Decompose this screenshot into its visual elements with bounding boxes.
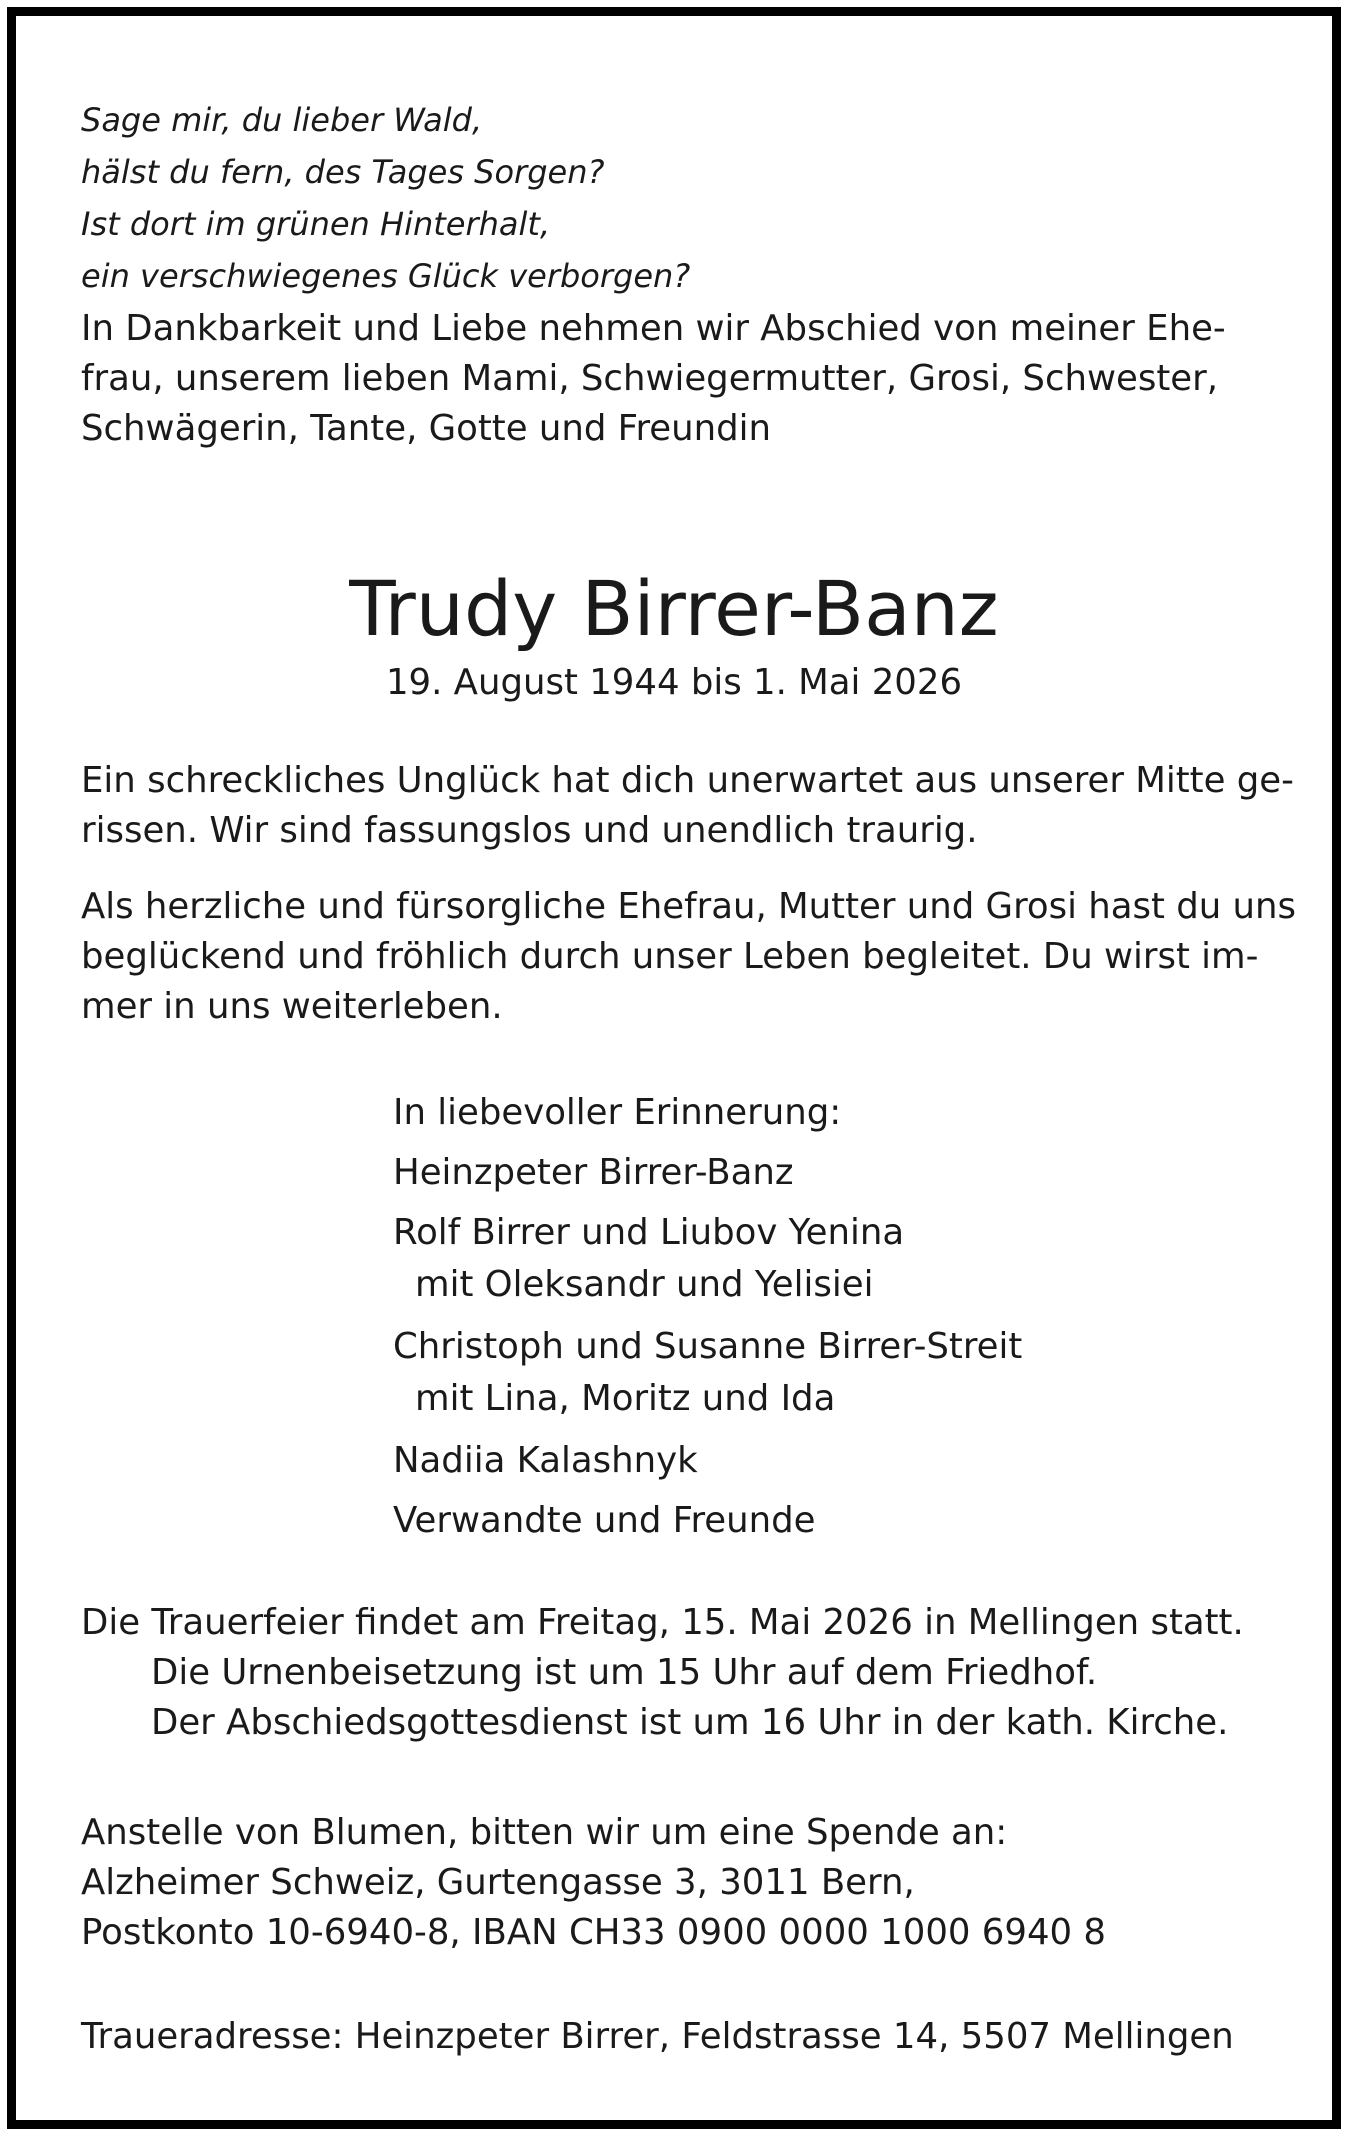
message-line: rissen. Wir sind fassungslos und unendlich traurig. <box>81 810 978 851</box>
service-line: Der Abschiedsgottesdienst ist um 16 Uhr in der kath. Kirche. <box>151 1702 1229 1743</box>
poem-line: hälst du fern, des Tages Sorgen? <box>81 153 605 191</box>
poem-line: ein verschwiegenes Glück verborgen? <box>81 257 691 295</box>
poem <box>81 94 690 302</box>
intro-line: Schwägerin, Tante, Gotte und Freundin <box>81 408 772 449</box>
intro-line: frau, unserem lieben Mami, Schwiegermutter, Grosi, Schwester, <box>81 358 1218 399</box>
service-info <box>81 1598 1244 1748</box>
address-line: Traueradresse: Heinzpeter Birrer, Feldstrasse 14, 5507 Mellingen <box>81 2016 1234 2057</box>
service-line: Die Urnenbeisetzung ist um 15 Uhr auf dem Friedhof. <box>151 1652 1098 1693</box>
donation-info <box>81 1808 1106 1958</box>
poem-line: Sage mir, du lieber Wald, <box>81 101 483 139</box>
donation-line: Alzheimer Schweiz, Gurtengasse 3, 3011 Bern, <box>81 1862 915 1903</box>
service-line: Die Trauerfeier findet am Freitag, 15. Mai 2026 in Mellingen statt. <box>81 1602 1244 1643</box>
mourning-address <box>81 2012 1234 2062</box>
intro-text <box>81 304 1226 454</box>
mourner-entry-sub: mit Lina, Moritz und Ida <box>415 1378 836 1419</box>
message-line: mer in uns weiterleben. <box>81 986 503 1027</box>
mourner-entry: Nadiia Kalashnyk <box>393 1440 698 1481</box>
message-paragraph-2 <box>81 882 1296 1032</box>
message-line: Ein schreckliches Unglück hat dich unerwartet aus unserer Mitte ge- <box>81 760 1294 801</box>
mourner-entry: Heinzpeter Birrer-Banz <box>393 1152 794 1193</box>
mourner-entry: Rolf Birrer und Liubov Yenina <box>393 1212 905 1253</box>
mourner-entry: Christoph und Susanne Birrer-Streit <box>393 1326 1023 1367</box>
intro-line: In Dankbarkeit und Liebe nehmen wir Abschied von meiner Ehe- <box>81 308 1226 349</box>
deceased-name: Trudy Birrer-Banz <box>349 564 999 653</box>
life-dates: 19. August 1944 bis 1. Mai 2026 <box>385 662 963 703</box>
message-paragraph-1 <box>81 756 1294 856</box>
obituary-frame <box>7 7 1341 2129</box>
donation-line: Anstelle von Blumen, bitten wir um eine Spende an: <box>81 1812 1008 1853</box>
poem-line: Ist dort im grünen Hinterhalt, <box>81 205 551 243</box>
donation-line: Postkonto 10-6940-8, IBAN CH33 0900 0000 1000 6940 8 <box>81 1912 1106 1953</box>
message-line: Als herzliche und fürsorgliche Ehefrau, Mutter und Grosi hast du uns <box>81 886 1297 927</box>
mourner-entry: Verwandte und Freunde <box>393 1500 816 1541</box>
mourners-heading: In liebevoller Erinnerung: <box>393 1092 842 1133</box>
mourner-entry-sub: mit Oleksandr und Yelisiei <box>415 1264 874 1305</box>
message-line: beglückend und fröhlich durch unser Leben begleitet. Du wirst im- <box>81 936 1259 977</box>
